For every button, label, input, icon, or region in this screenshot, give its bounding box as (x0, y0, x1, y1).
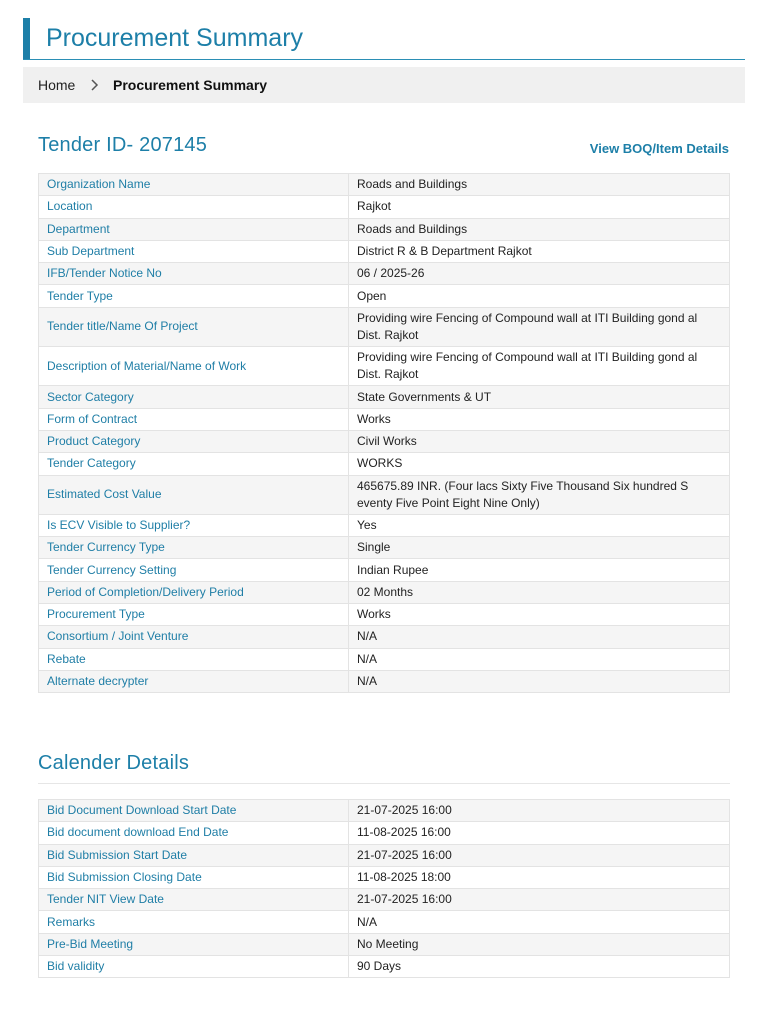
row-label: Tender title/Name Of Project (39, 307, 349, 346)
table-row (39, 263, 730, 285)
table-row (39, 648, 730, 670)
chevron-right-icon (89, 77, 101, 93)
row-label: Sector Category (39, 386, 349, 408)
table-row (39, 430, 730, 452)
row-value: Works (349, 604, 730, 626)
table-row (39, 581, 730, 603)
row-value: WORKS (349, 453, 730, 475)
tender-details-table (38, 173, 730, 693)
row-label: Description of Material/Name of Work (39, 347, 349, 386)
table-row (39, 514, 730, 536)
table-row (39, 604, 730, 626)
tender-id-heading: Tender ID- 207145 (38, 134, 208, 156)
row-value: Rajkot (349, 196, 730, 218)
row-value: 11-08-2025 18:00 (349, 866, 730, 888)
row-value: State Governments & UT (349, 386, 730, 408)
row-value: N/A (349, 626, 730, 648)
row-value: 465675.89 INR. (Four lacs Sixty Five Thousand Six hundred S eventy Five Point Eight Nine Only) (349, 475, 730, 514)
row-value: Roads and Buildings (349, 174, 730, 196)
row-value: 02 Months (349, 581, 730, 603)
table-row (39, 196, 730, 218)
table-row (39, 386, 730, 408)
table-row (39, 537, 730, 559)
row-label: Tender Currency Setting (39, 559, 349, 581)
row-label: Tender NIT View Date (39, 889, 349, 911)
row-value: N/A (349, 670, 730, 692)
row-value: 21-07-2025 16:00 (349, 800, 730, 822)
row-label: Organization Name (39, 174, 349, 196)
row-value: Yes (349, 514, 730, 536)
calendar-heading: Calender Details (38, 752, 190, 774)
table-row (39, 307, 730, 346)
row-value: 21-07-2025 16:00 (349, 844, 730, 866)
table-row (39, 453, 730, 475)
row-label: Bid document download End Date (39, 822, 349, 844)
row-value: Indian Rupee (349, 559, 730, 581)
row-value: District R & B Department Rajkot (349, 240, 730, 262)
calendar-divider (38, 783, 730, 784)
table-row (39, 174, 730, 196)
table-row (39, 408, 730, 430)
table-row (39, 911, 730, 933)
row-value: Providing wire Fencing of Compound wall at ITI Building gond al Dist. Rajkot (349, 347, 730, 386)
row-value: 21-07-2025 16:00 (349, 889, 730, 911)
row-label: Product Category (39, 430, 349, 452)
row-label: IFB/Tender Notice No (39, 263, 349, 285)
row-label: Tender Currency Type (39, 537, 349, 559)
row-value: 11-08-2025 16:00 (349, 822, 730, 844)
row-value: 06 / 2025-26 (349, 263, 730, 285)
table-row (39, 933, 730, 955)
row-label: Rebate (39, 648, 349, 670)
row-label: Pre-Bid Meeting (39, 933, 349, 955)
row-label: Bid validity (39, 956, 349, 978)
row-label: Tender Category (39, 453, 349, 475)
table-row (39, 475, 730, 514)
row-label: Tender Type (39, 285, 349, 307)
row-value: No Meeting (349, 933, 730, 955)
row-value: Works (349, 408, 730, 430)
table-row (39, 889, 730, 911)
view-boq-link[interactable]: View BOQ/Item Details (589, 141, 729, 156)
row-value: N/A (349, 648, 730, 670)
row-value: Providing wire Fencing of Compound wall at ITI Building gond al Dist. Rajkot (349, 307, 730, 346)
header-accent-bar (23, 18, 30, 59)
breadcrumb-current: Procurement Summary (113, 77, 268, 93)
table-row (39, 347, 730, 386)
row-label: Sub Department (39, 240, 349, 262)
row-label: Procurement Type (39, 604, 349, 626)
row-label: Consortium / Joint Venture (39, 626, 349, 648)
table-row (39, 866, 730, 888)
row-label: Period of Completion/Delivery Period (39, 581, 349, 603)
table-row (39, 822, 730, 844)
row-label: Alternate decrypter (39, 670, 349, 692)
table-row (39, 626, 730, 648)
row-label: Form of Contract (39, 408, 349, 430)
table-row (39, 800, 730, 822)
page-header (23, 18, 745, 60)
row-label: Estimated Cost Value (39, 475, 349, 514)
table-row (39, 844, 730, 866)
table-row (39, 559, 730, 581)
row-value: Single (349, 537, 730, 559)
row-label: Bid Submission Closing Date (39, 866, 349, 888)
table-row (39, 670, 730, 692)
table-row (39, 956, 730, 978)
table-row (39, 240, 730, 262)
table-row (39, 218, 730, 240)
calendar-details-table (38, 799, 730, 978)
row-label: Bid Submission Start Date (39, 844, 349, 866)
row-value: Civil Works (349, 430, 730, 452)
page-title: Procurement Summary (46, 24, 304, 52)
table-row (39, 285, 730, 307)
row-label: Location (39, 196, 349, 218)
breadcrumb-home-link[interactable]: Home (38, 77, 76, 93)
row-label: Department (39, 218, 349, 240)
row-value: 90 Days (349, 956, 730, 978)
row-label: Bid Document Download Start Date (39, 800, 349, 822)
row-value: Roads and Buildings (349, 218, 730, 240)
row-label: Remarks (39, 911, 349, 933)
row-label: Is ECV Visible to Supplier? (39, 514, 349, 536)
breadcrumb (23, 67, 745, 103)
row-value: Open (349, 285, 730, 307)
row-value: N/A (349, 911, 730, 933)
